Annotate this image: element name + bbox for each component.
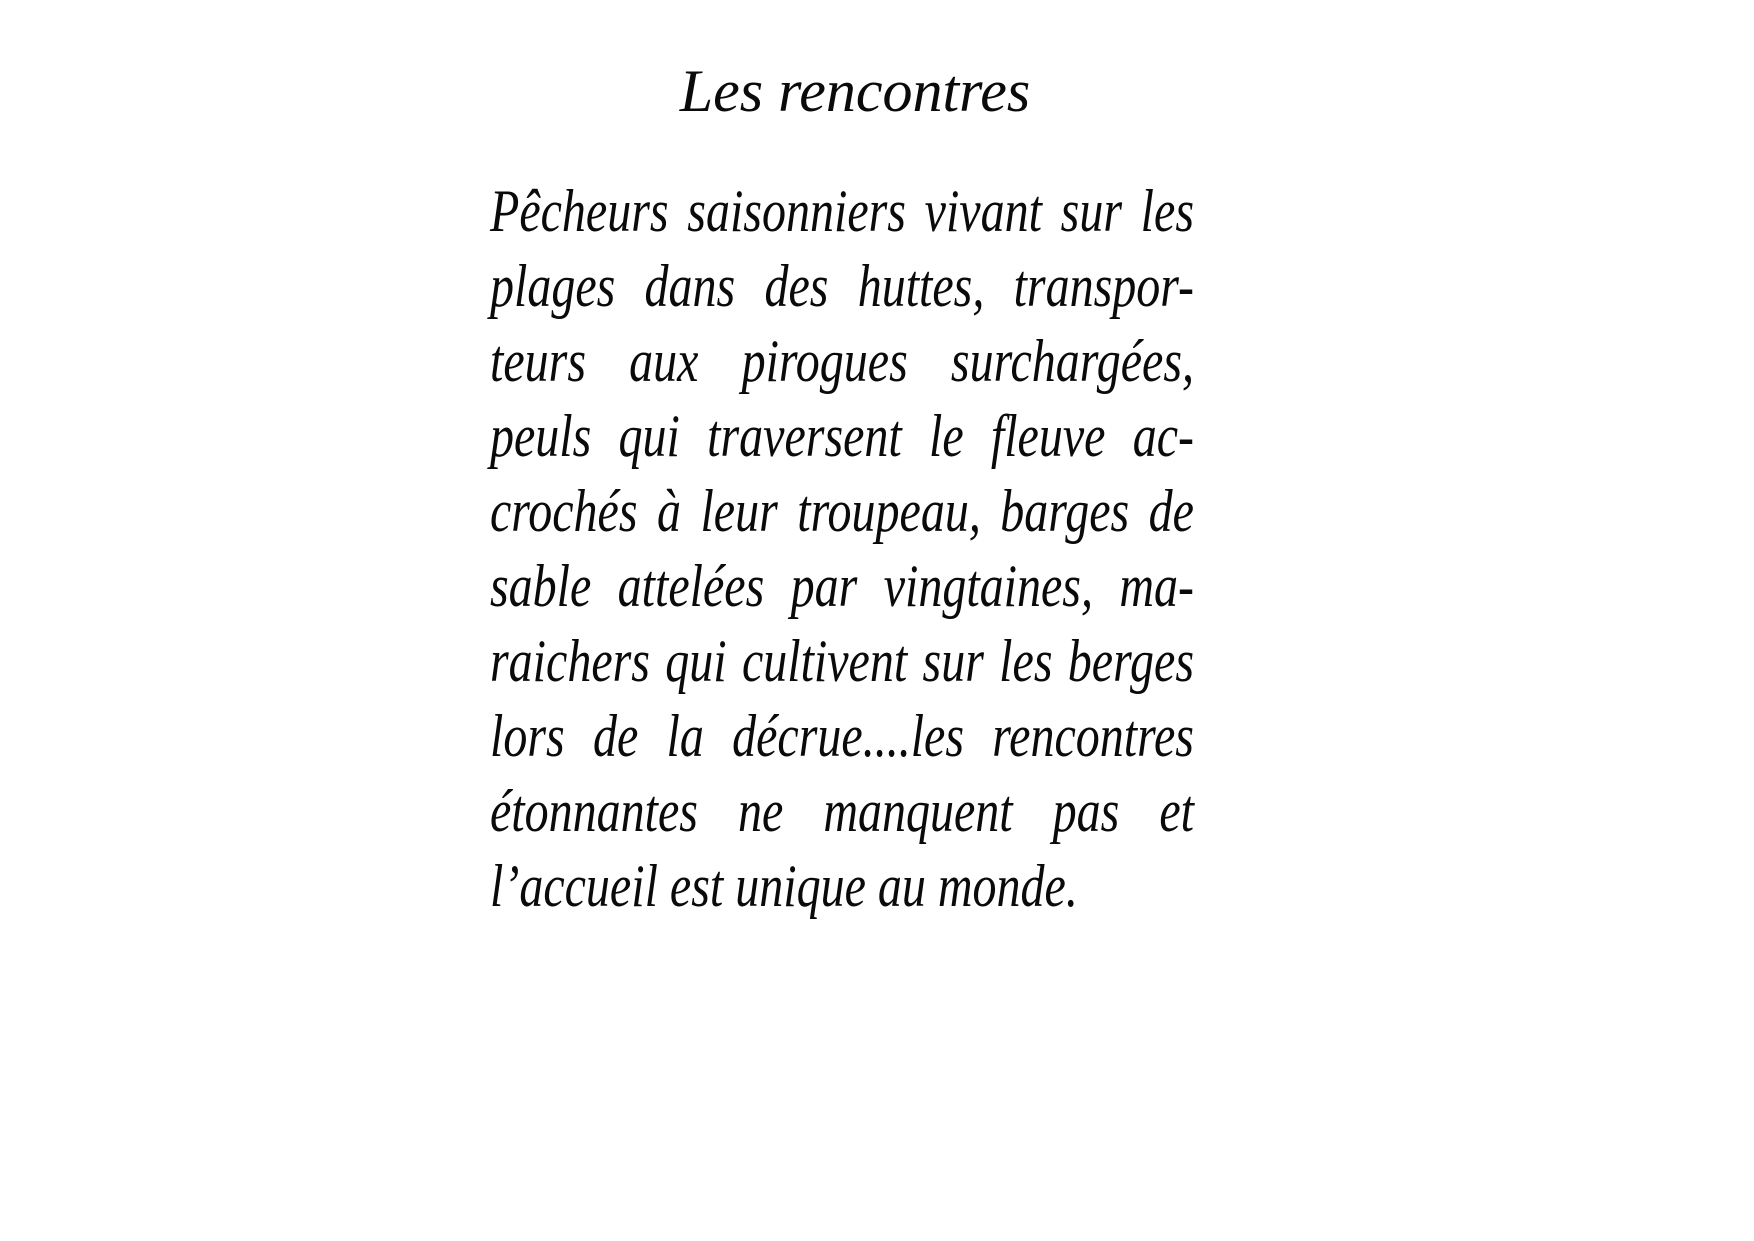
- text-line: peuls qui traversent le fleuve ac-: [490, 403, 1194, 469]
- text-line: l’accueil est unique au monde.: [490, 853, 1078, 919]
- text-line: teurs aux pirogues surchargées,: [490, 328, 1194, 394]
- text-line: sable attelées par vingtaines, ma-: [490, 553, 1194, 619]
- page-title: Les rencontres: [679, 58, 1031, 124]
- text-line: crochés à leur troupeau, barges de: [490, 478, 1194, 544]
- text-line: plages dans des huttes, transpor-: [490, 253, 1194, 319]
- text-line: raichers qui cultivent sur les berges: [490, 628, 1194, 694]
- text-line: Pêcheurs saisonniers vivant sur les: [490, 178, 1194, 244]
- text-line: lors de la décrue....les rencontres: [490, 703, 1194, 769]
- paragraph: [490, 174, 1194, 924]
- text-line: étonnantes ne manquent pas et: [490, 778, 1194, 844]
